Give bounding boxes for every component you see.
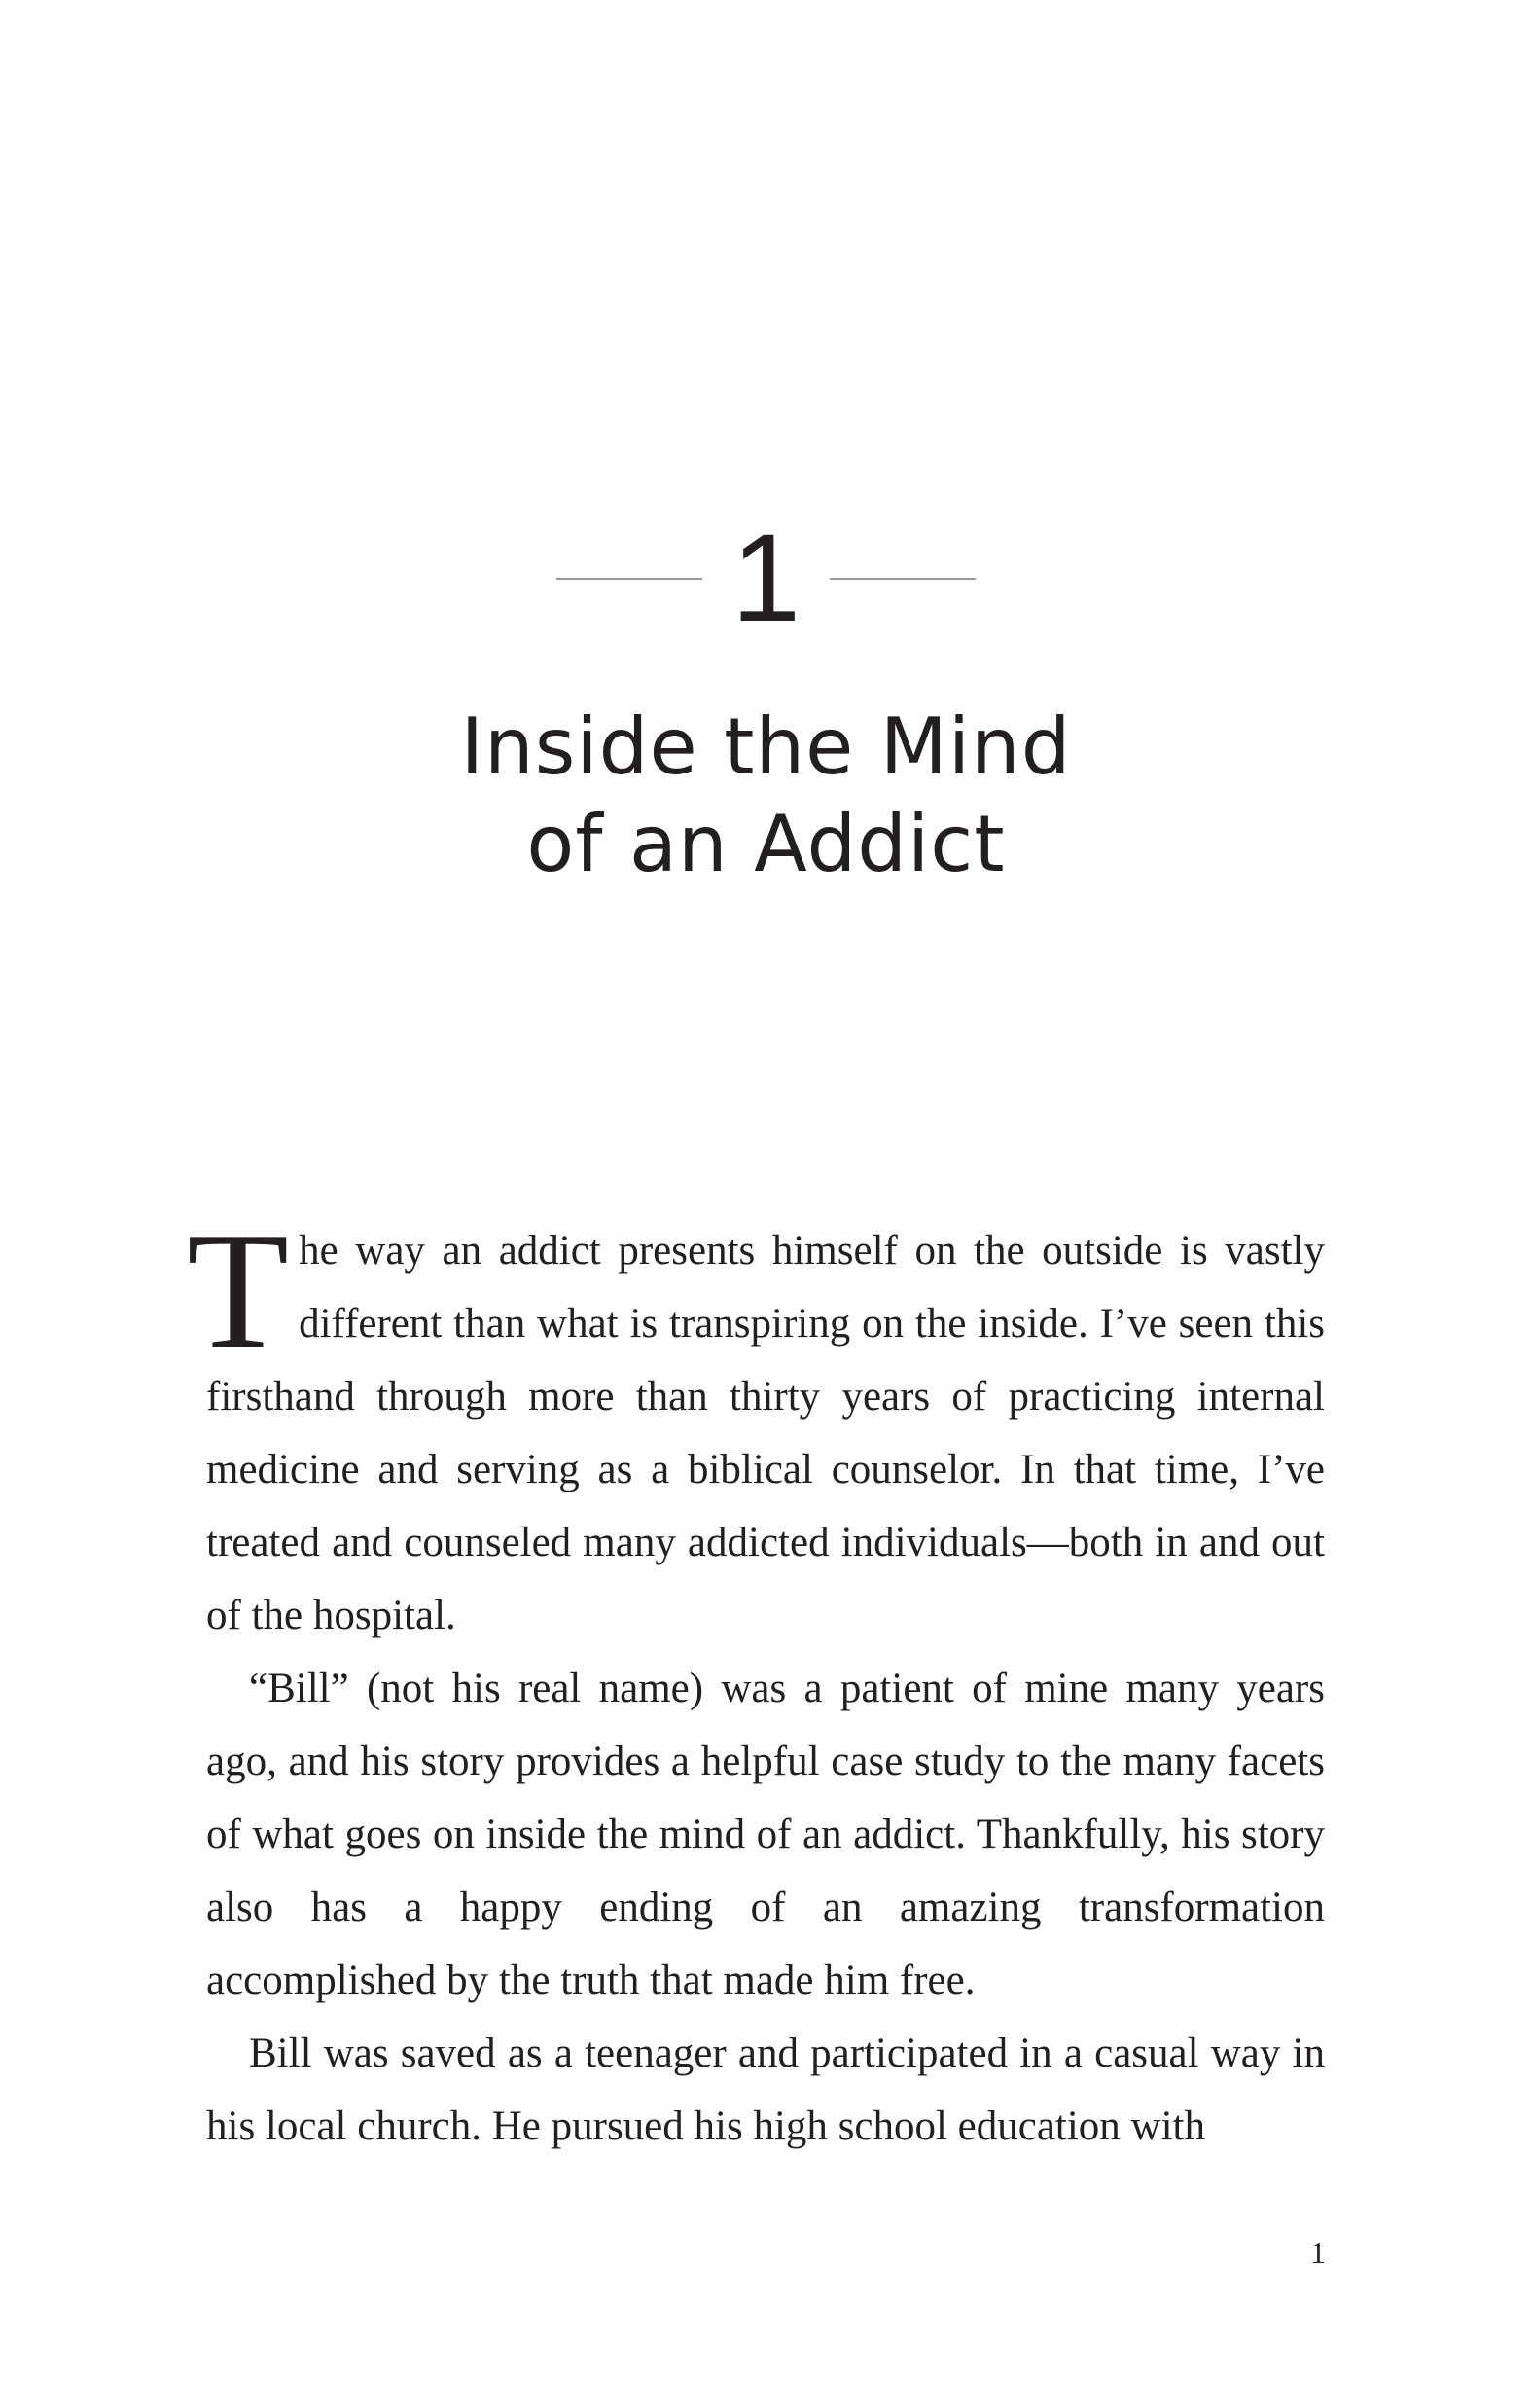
body-text	[187, 1199, 1325, 2163]
chapter-title	[0, 699, 1532, 893]
chapter-number: 1	[730, 509, 802, 648]
chapter-number-row	[0, 506, 1532, 652]
paragraph-1	[187, 1199, 1325, 1652]
chapter-title-line-1: Inside the Mind	[460, 701, 1072, 792]
page-number: 1	[1310, 2235, 1326, 2270]
drop-cap: T	[187, 1199, 290, 1384]
chapter-title-line-2: of an Addict	[526, 799, 1006, 889]
chapter-heading	[0, 506, 1532, 893]
paragraph-3: Bill was saved as a teenager and participated in a casual way in his local church. He pursued his high school education with	[206, 2031, 1325, 2149]
right-rule	[830, 578, 976, 580]
left-rule	[556, 578, 702, 580]
paragraph-1-text: he way an addict presents himself on the outside is vastly different than what is transpiring on the inside. I’ve seen this firsthand through more than thirty years of practicing internal medicine and serving as a biblical counselor. In that time, I’ve treated and counseled many addicted individuals—both in and out of the hospital.	[206, 1228, 1325, 1638]
paragraph-2: “Bill” (not his real name) was a patient of mine many years ago, and his story provides a helpful case study to the many facets of what goes on inside the mind of an addict. Thankfully, his story also has a happy ending of an amazing transformation accomplished by the truth that made him free.	[206, 1666, 1325, 2003]
